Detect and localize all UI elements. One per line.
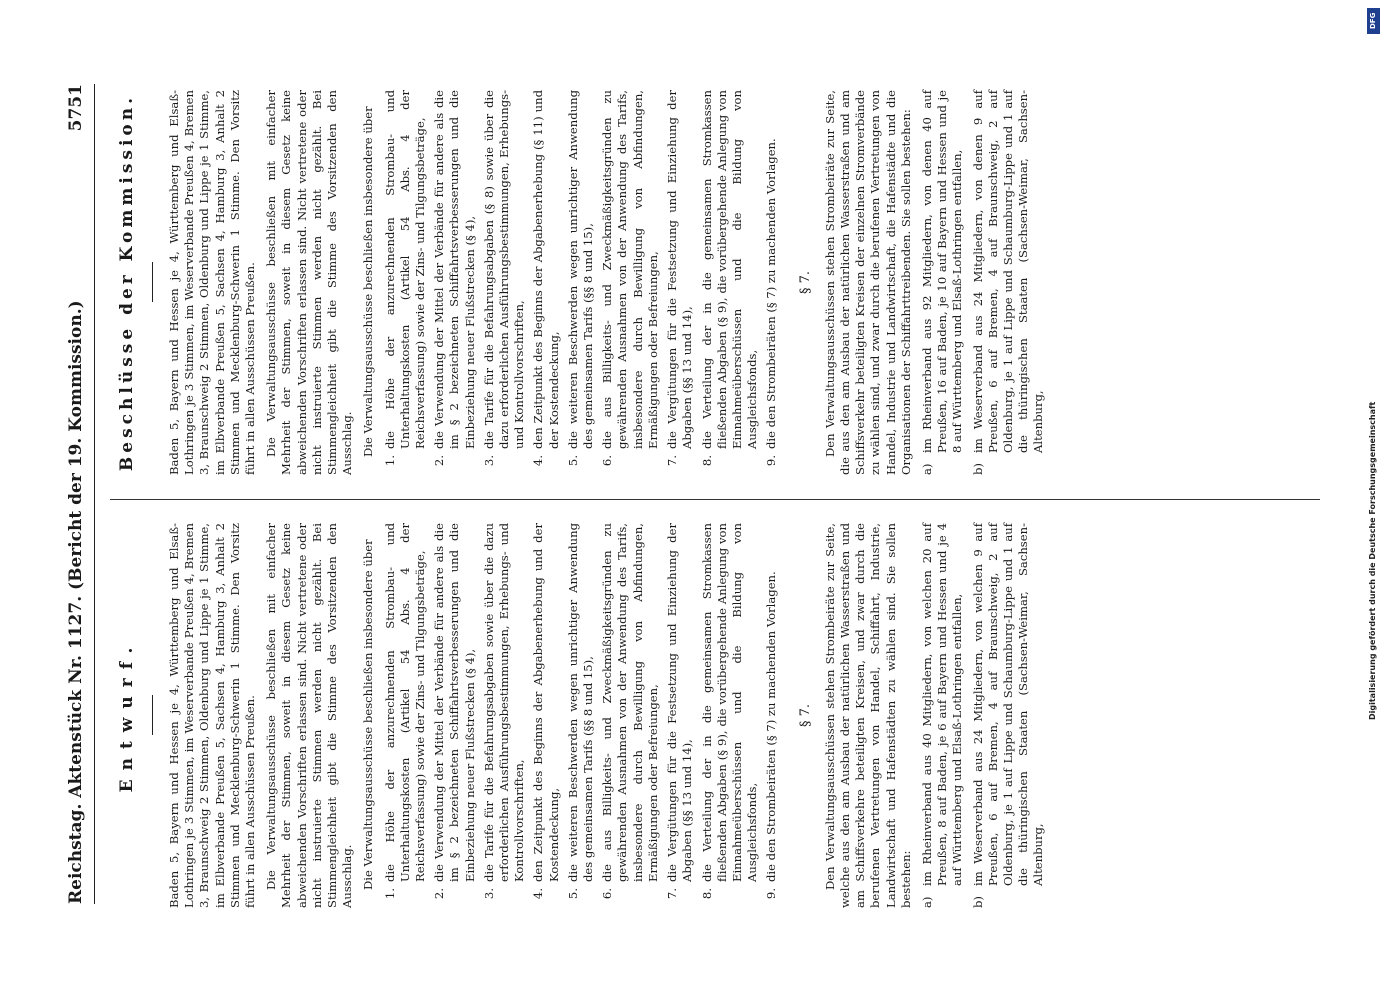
dfg-logo-icon: DFG bbox=[1367, 8, 1380, 34]
page-header bbox=[58, 84, 95, 904]
sub-list-item bbox=[920, 90, 966, 475]
item-text: die Höhe der anzurechnenden Strombau- und Unterhaltungskosten (Artikel 54 Abs. 4 der Reichsverfassung) sowie der Zins- und Tilgungsbeträge, bbox=[382, 523, 428, 882]
item-list bbox=[383, 523, 780, 908]
item-number: 2. bbox=[432, 455, 447, 467]
list-item bbox=[383, 90, 429, 475]
paragraph: Die Verwaltungsausschüsse beschließen insbesondere über bbox=[361, 539, 376, 890]
item-number: 8. bbox=[699, 888, 714, 900]
item-number: 9. bbox=[764, 888, 779, 900]
item-text: die den Strombeiräten (§ 7) zu machenden Vorlagen. bbox=[764, 138, 779, 449]
item-number: 4. bbox=[531, 455, 546, 467]
list-item bbox=[531, 90, 561, 475]
sub-item-letter: b) bbox=[970, 896, 985, 908]
left-column-title: Entwurf. bbox=[117, 638, 137, 793]
left-column bbox=[117, 523, 1052, 908]
item-number: 7. bbox=[665, 455, 680, 467]
header-title: Reichstag. Aktenstück Nr. 1127. (Bericht der 19. Kommission.) bbox=[66, 300, 86, 904]
list-item bbox=[432, 523, 478, 908]
sub-item-text: im Rheinverband aus 92 Mitgliedern, von denen 40 auf Preußen, 16 auf Baden, je 10 auf Bayern und Hessen und je 8 auf Württemberg und Elsaß-Lothringen entfallen, bbox=[919, 90, 965, 453]
item-text: die Tarife für die Befahrungsabgaben sowie über die dazu erforderlichen Ausführungsbestimmungen, Erhebungs- und Kontrollvorschriften, bbox=[481, 523, 527, 882]
item-number: 3. bbox=[481, 455, 496, 467]
item-number: 2. bbox=[432, 888, 447, 900]
list-item bbox=[566, 523, 596, 908]
list-item bbox=[531, 523, 561, 908]
list-item bbox=[665, 523, 695, 908]
paragraph: Baden 5, Bayern und Hessen je 4, Württemberg und Elsaß-Lothringen je 3 Stimmen, im Weserverbande Preußen 4, Bremen 3, Braunschweig 2 Stimmen, Oldenburg und Lippe je 1 Stimme, im Elbverbande Preußen 5, Sachsen 4, Hamburg 3, Anhalt 2 Stimmen und Mecklenburg-Schwerin 1 Stimme. Den Vorsitz führt in allen Ausschüssen Preußen. bbox=[167, 523, 258, 908]
item-text: den Zeitpunkt des Beginns der Abgabenerhebung und der Kostendeckung, bbox=[531, 523, 561, 882]
item-text: die Verwendung der Mittel der Verbände für andere als die im § 2 bezeichneten Schiffahrtsverbesserungen und die Einbeziehung neuer Flußstrecken (§ 4), bbox=[432, 90, 477, 449]
item-text: die aus Billigkeits- und Zweckmäßigkeitsgründen zu gewährenden Ausnahmen von der Anwendung des Tarifs, insbesondere durch Bewilligung von Abfindungen, Ermäßigungen oder Befreiungen, bbox=[600, 90, 660, 449]
item-text: die weiteren Beschwerden wegen unrichtiger Anwendung des gemeinsamen Tarifs (§§ 8 und 15), bbox=[565, 523, 596, 882]
column-divider bbox=[110, 499, 1320, 500]
item-text: die Höhe der anzurechnenden Strombau- und Unterhaltungskosten (Artikel 54 Abs. 4 der Reichsverfassung) sowie der Zins- und Tilgungsbeträge, bbox=[382, 90, 428, 449]
item-number: 1. bbox=[382, 888, 397, 900]
list-item bbox=[566, 90, 596, 475]
sub-item-list bbox=[920, 523, 1047, 908]
right-column-title: Beschlüsse der Kommission. bbox=[117, 93, 137, 472]
item-number: 1. bbox=[382, 455, 397, 467]
list-item bbox=[383, 523, 429, 908]
right-column bbox=[117, 90, 1052, 475]
sub-item-list bbox=[920, 90, 1047, 475]
sub-list-item bbox=[971, 90, 1047, 475]
sub-item-text: im Weserverband aus 24 Mitgliedern, von welchen 9 auf Preußen, 6 auf Bremen, 4 auf Braunschweig, 2 auf Oldenburg, je 1 auf Lippe und Schaumburg-Lippe und 1 auf die thüringischen Staaten (Sachsen-Weimar, Sachsen-Altenburg, bbox=[970, 523, 1046, 886]
item-text: die weiteren Beschwerden wegen unrichtiger Anwendung des gemeinsamen Tarifs (§§ 8 und 15), bbox=[565, 90, 596, 449]
item-list bbox=[383, 90, 780, 475]
item-text: die aus Billigkeits- und Zweckmäßigkeitsgründen zu gewährenden Ausnahmen von der Anwendung des Tarifs, insbesondere durch Bewilligung von Abfindungen, Ermäßigungen oder Befreiungen, bbox=[600, 523, 660, 882]
list-item bbox=[764, 523, 779, 908]
item-text: die Vergütungen für die Festsetzung und Einziehung der Abgaben (§§ 13 und 14), bbox=[665, 523, 695, 882]
sub-item-letter: a) bbox=[919, 463, 934, 475]
sub-item-letter: a) bbox=[919, 896, 934, 908]
section-paragraph: Den Verwaltungsausschüssen stehen Strombeiräte zur Seite, die aus den am Ausbau der natürlichen Wasserstraßen und am Schiffsverkehr beteiligten Kreisen der einzelnen Stromverbände zu wählen sind, und zwar durch die berufenen Vertretungen von Handel, Industrie und Landwirtschaft, die Hafenstädte und die Organisationen der Schiffahrttreibenden. Sie sollen bestehen: bbox=[822, 90, 913, 475]
section-heading: § 7. bbox=[797, 703, 813, 728]
item-text: die Verteilung der in die gemeinsamen Stromkassen fließenden Abgaben (§ 9), die vorübergehende Anlegung von Einnahmeüberschüssen und die Bildung von Ausgleichsfonds, bbox=[699, 523, 760, 882]
item-text: die Tarife für die Befahrungsabgaben (§ 8) sowie über die dazu erforderlichen Ausführungsbestimmungen, Erhebungs- und Kontrollvorschriften, bbox=[481, 90, 527, 449]
sub-list-item bbox=[920, 523, 966, 908]
list-item bbox=[665, 90, 695, 475]
item-number: 6. bbox=[600, 455, 615, 467]
list-item bbox=[600, 523, 661, 908]
list-item bbox=[482, 523, 528, 908]
paragraph: Die Verwaltungsausschüsse beschließen insbesondere über bbox=[361, 106, 376, 457]
item-text: die den Strombeiräten (§ 7) zu machenden Vorlagen. bbox=[764, 571, 779, 882]
paragraph: Baden 5, Bayern und Hessen je 4, Württemberg und Elsaß-Lothringen je 3 Stimmen, im Weserverbande Preußen 4, Bremen 3, Braunschweig 2 Stimmen, Oldenburg und Lippe je 1 Stimme, im Elbverbande Preußen 5, Sachsen 4, Hamburg 3, Anhalt 2 Stimmen und Mecklenburg-Schwerin 1 Stimme. Den Vorsitz führt in allen Ausschüssen Preußen. bbox=[167, 90, 258, 475]
item-text: den Zeitpunkt des Beginns der Abgabenerhebung (§ 11) und der Kostendeckung, bbox=[531, 90, 561, 449]
item-number: 9. bbox=[764, 455, 779, 467]
paragraph: Die Verwaltungsausschüsse beschließen mit einfacher Mehrheit der Stimmen, soweit in diesem Gesetz keine abweichenden Vorschriften erlassen sind. Nicht vertretene oder nicht instruierte Stimmen werden nicht gezählt. Bei Stimmengleichheit gibt die Stimme des Vorsitzenden den Ausschlag. bbox=[264, 90, 355, 475]
sub-item-text: im Rheinverband aus 40 Mitgliedern, von welchen 20 auf Preußen, 8 auf Baden, je 6 auf Bayern und Hessen und je 4 auf Württemberg und Elsaß-Lothringen entfallen, bbox=[919, 523, 965, 886]
item-text: die Verteilung der in die gemeinsamen Stromkassen fließenden Abgaben (§ 9), die vorübergehende Anlegung von Einnahmeüberschüssen und die Bildung von Ausgleichsfonds, bbox=[699, 90, 760, 449]
item-number: 6. bbox=[600, 888, 615, 900]
item-number: 5. bbox=[565, 455, 580, 467]
item-text: die Verwendung der Mittel der Verbände für andere als die im § 2 bezeichneten Schiffahrtsverbesserungen und die Einbeziehung neuer Flußstrecken (§ 4), bbox=[432, 523, 477, 882]
list-item bbox=[482, 90, 528, 475]
title-rule bbox=[152, 263, 153, 303]
title-rule bbox=[152, 696, 153, 736]
sub-item-letter: b) bbox=[970, 463, 985, 475]
paragraph: Die Verwaltungsausschüsse beschließen mit einfacher Mehrheit der Stimmen, soweit in diesem Gesetz keine abweichenden Vorschriften erlassen sind. Nicht vertretene oder nicht instruierte Stimmen werden nicht gezählt. Bei Stimmengleichheit gibt die Stimme des Vorsitzenden den Ausschlag. bbox=[264, 523, 355, 908]
sub-item-text: im Weserverband aus 24 Mitgliedern, von denen 9 auf Preußen, 6 auf Bremen, 4 auf Braunschweig, 2 auf Oldenburg, je 1 auf Lippe und Schaumburg-Lippe und 1 auf die thüringischen Staaten (Sachsen-Weimar, Sachsen-Altenburg, bbox=[970, 90, 1046, 453]
item-number: 7. bbox=[665, 888, 680, 900]
list-item bbox=[764, 90, 779, 475]
section-paragraph: Den Verwaltungsausschüssen stehen Strombeiräte zur Seite, welche aus den am Ausbau der natürlichen Wasserstraßen und am Schiffsverkehre beteiligten Kreisen, und zwar durch die berufenen Vertretungen von Handel, Schiffahrt, Industrie, Landwirtschaft und Hafenstädten zu wählen sind. Sie sollen bestehen: bbox=[822, 523, 913, 908]
list-item bbox=[600, 90, 661, 475]
list-item bbox=[700, 90, 761, 475]
item-number: 3. bbox=[481, 888, 496, 900]
list-item bbox=[700, 523, 761, 908]
item-number: 8. bbox=[699, 455, 714, 467]
item-number: 5. bbox=[565, 888, 580, 900]
item-number: 4. bbox=[531, 888, 546, 900]
page-number: 5751 bbox=[66, 84, 86, 132]
section-heading: § 7. bbox=[797, 270, 813, 295]
list-item bbox=[432, 90, 478, 475]
item-text: die Vergütungen für die Festsetzung und Einziehung der Abgaben (§§ 13 und 14), bbox=[665, 90, 695, 449]
digitization-credit: Digitalisierung gefördert durch die Deutsche Forschungsgemeinschaft bbox=[1368, 401, 1377, 720]
sub-list-item bbox=[971, 523, 1047, 908]
